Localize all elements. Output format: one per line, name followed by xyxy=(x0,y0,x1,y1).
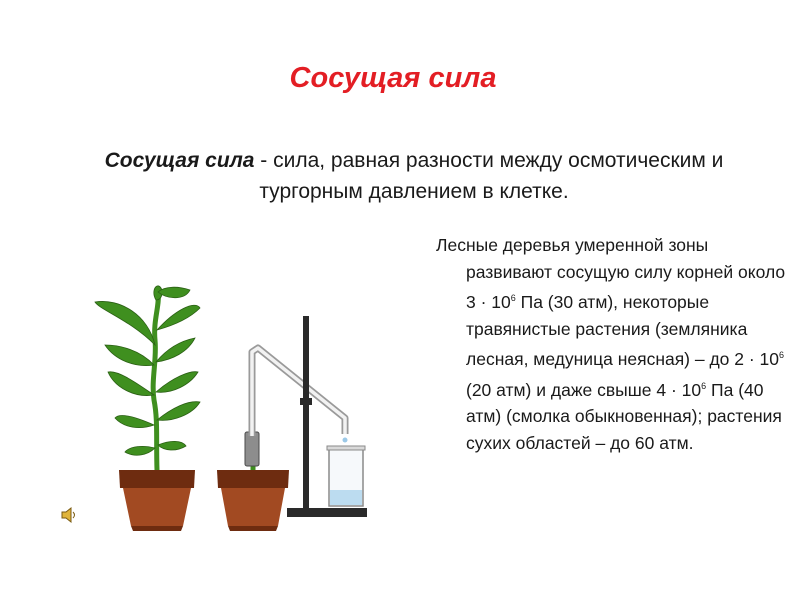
body-text-part: (20 атм) и даже свыше 4 · 10 xyxy=(466,379,702,400)
body-text-part: Па (30 атм), некоторые травянистые растения (земляника лесная, медуница неясная) – до 2 · 10 xyxy=(466,292,780,369)
speaker-icon[interactable] xyxy=(60,506,76,524)
exponent: 6 xyxy=(510,293,516,303)
slide-title: Сосущая сила xyxy=(289,62,497,94)
beaker xyxy=(327,446,365,506)
definition-term: Сосущая сила xyxy=(104,149,255,172)
exponent: 6 xyxy=(779,350,785,360)
cut-stem-pot xyxy=(217,432,289,531)
exponent: 6 xyxy=(701,380,707,391)
definition-rest: - сила, равная разности между осмотическим и тургорным давлением в клетке. xyxy=(254,149,724,203)
glass-tube xyxy=(252,348,348,443)
body-text-part: Па (40 атм) (смолка обыкновенная); растения сухих областей – до 60 атм. xyxy=(466,379,782,453)
potted-plant xyxy=(95,286,200,531)
body-text-part: Лесные деревья умеренной зоны развивают сосущую силу корней около 3 · 10 xyxy=(436,235,786,312)
